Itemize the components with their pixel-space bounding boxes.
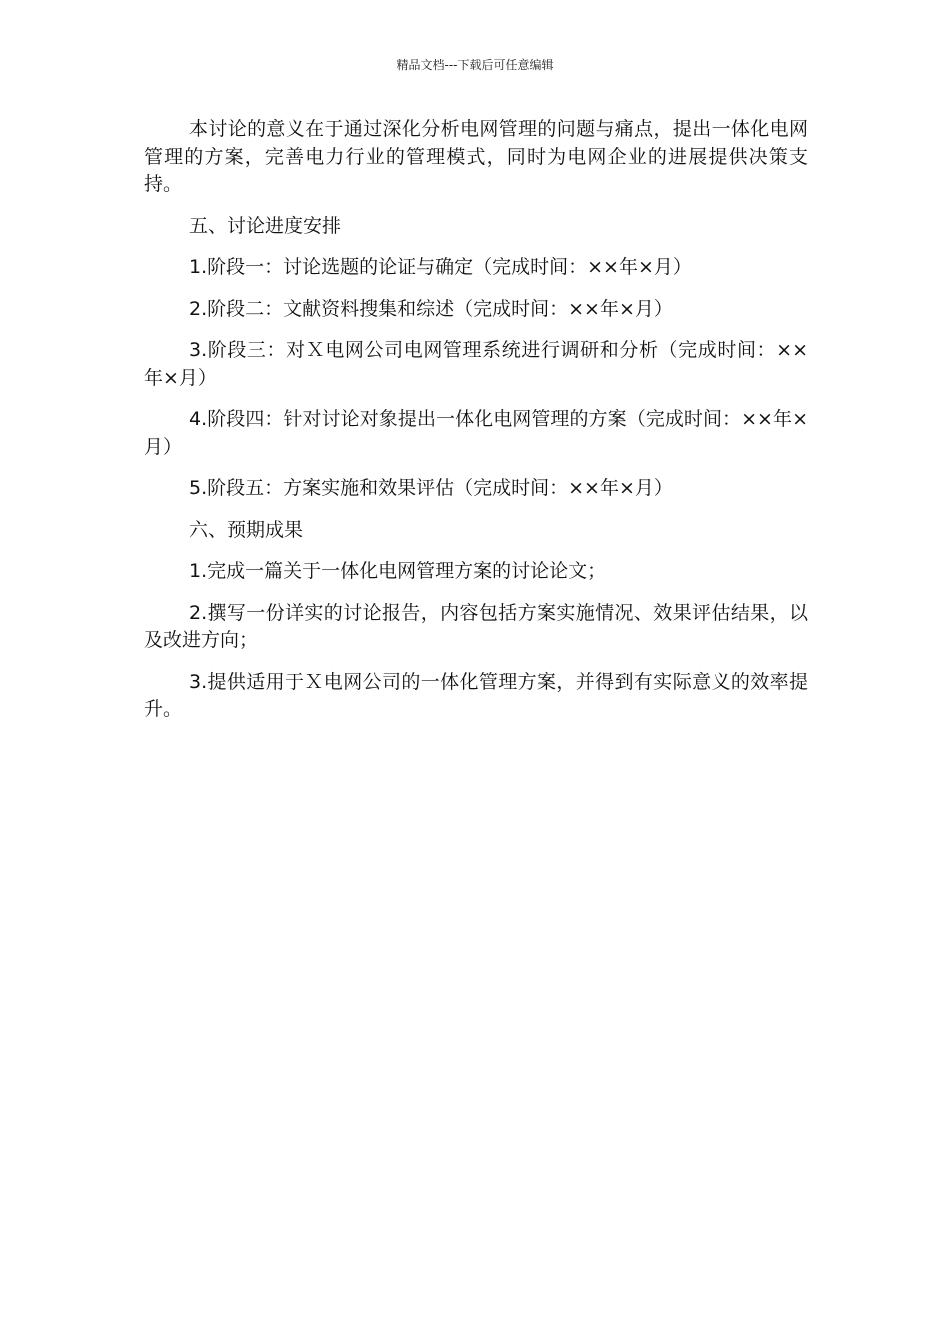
schedule-item-2: 2.阶段二：文献资料搜集和综述（完成时间：××年×月） xyxy=(189,297,673,320)
section-heading-schedule: 五、讨论进度安排 xyxy=(189,214,342,237)
schedule-item-3: 3.阶段三：对Ｘ电网公司电网管理系统进行调研和分析（完成时间：××年×月） xyxy=(144,339,808,389)
document-body xyxy=(144,116,808,738)
outcome-item-1: 1.完成一篇关于一体化电网管理方案的讨论论文； xyxy=(189,560,607,582)
paragraph-significance: 本讨论的意义在于通过深化分析电网管理的问题与痛点，提出一体化电网管理的方案，完善电力行业的管理模式，同时为电网企业的进展提供决策支持。 xyxy=(144,118,808,195)
schedule-item-1: 1.阶段一：讨论选题的论证与确定（完成时间：××年×月） xyxy=(189,256,692,278)
outcome-item-3: 3.提供适用于Ｘ电网公司的一体化管理方案，并得到有实际意义的效率提升。 xyxy=(144,670,808,720)
section-heading-outcomes: 六、预期成果 xyxy=(189,518,304,541)
schedule-item-4: 4.阶段四：针对讨论对象提出一体化电网管理的方案（完成时间：××年×月） xyxy=(144,408,808,458)
page-header: 精品文档---下载后可任意编辑 xyxy=(396,58,554,72)
schedule-item-5: 5.阶段五：方案实施和效果评估（完成时间：××年×月） xyxy=(189,477,673,499)
outcome-item-2: 2.撰写一份详实的讨论报告，内容包括方案实施情况、效果评估结果，以及改进方向； xyxy=(144,601,808,651)
